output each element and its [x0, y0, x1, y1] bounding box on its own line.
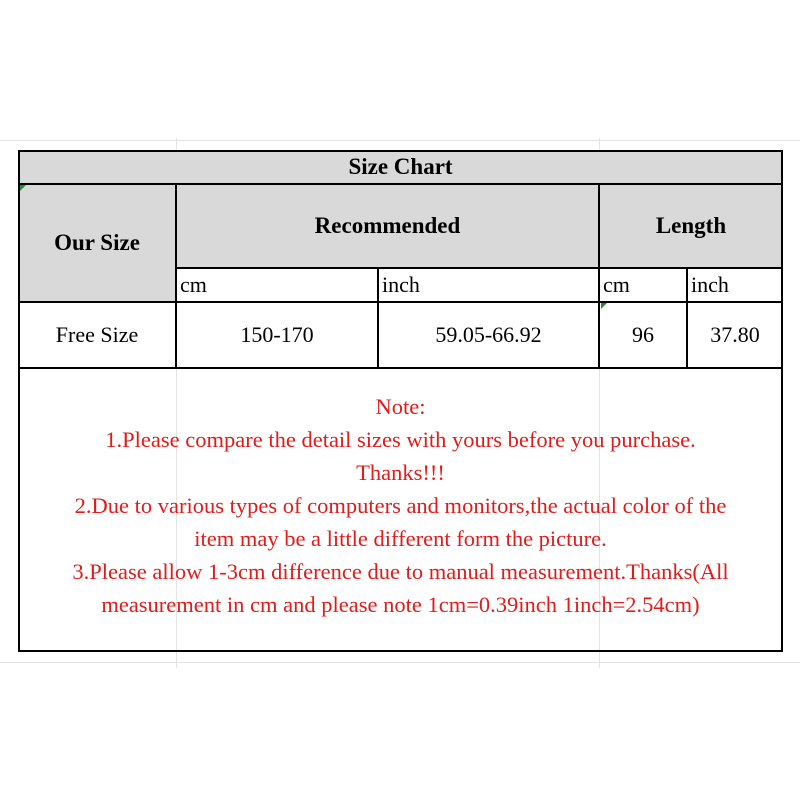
note-line: 3.Please allow 1-3cm difference due to manual measurement.Thanks(All — [72, 559, 729, 584]
gridline — [0, 662, 800, 663]
border-line — [175, 183, 177, 369]
recommended-cm-unit: cm — [176, 268, 378, 302]
recommended-header: Recommended — [176, 184, 599, 268]
border-line — [598, 183, 600, 369]
recommended-cm-value: 150-170 — [176, 302, 378, 368]
border-line — [18, 150, 783, 152]
notes-block — [20, 390, 781, 621]
note-line: 1.Please compare the detail sizes with yours before you purchase. — [105, 427, 696, 452]
cell-marker-icon — [601, 303, 607, 309]
border-line — [18, 650, 783, 652]
border-line — [686, 267, 688, 369]
size-value: Free Size — [18, 302, 176, 368]
border-line — [377, 267, 379, 369]
length-inch-value: 37.80 — [687, 302, 783, 368]
note-heading: Note: — [375, 394, 426, 419]
cell-marker-icon — [20, 185, 26, 191]
length-header: Length — [599, 184, 783, 268]
gridline — [0, 140, 800, 141]
size-chart-title: Size Chart — [18, 150, 783, 184]
note-line: 2.Due to various types of computers and monitors,the actual color of the — [74, 493, 727, 518]
border-line — [18, 301, 783, 303]
note-line: measurement in cm and please note 1cm=0.39inch 1inch=2.54cm) — [101, 592, 700, 617]
our-size-header: Our Size — [18, 184, 176, 302]
border-line — [18, 183, 783, 185]
length-inch-unit: inch — [687, 268, 783, 302]
border-line — [18, 367, 783, 369]
length-cm-value: 96 — [599, 302, 687, 368]
border-line — [176, 267, 783, 269]
length-cm-unit: cm — [599, 268, 687, 302]
note-line: Thanks!!! — [356, 460, 445, 485]
note-line: item may be a little different form the picture. — [194, 526, 607, 551]
border-line — [781, 150, 783, 652]
recommended-inch-value: 59.05-66.92 — [378, 302, 599, 368]
recommended-inch-unit: inch — [378, 268, 599, 302]
